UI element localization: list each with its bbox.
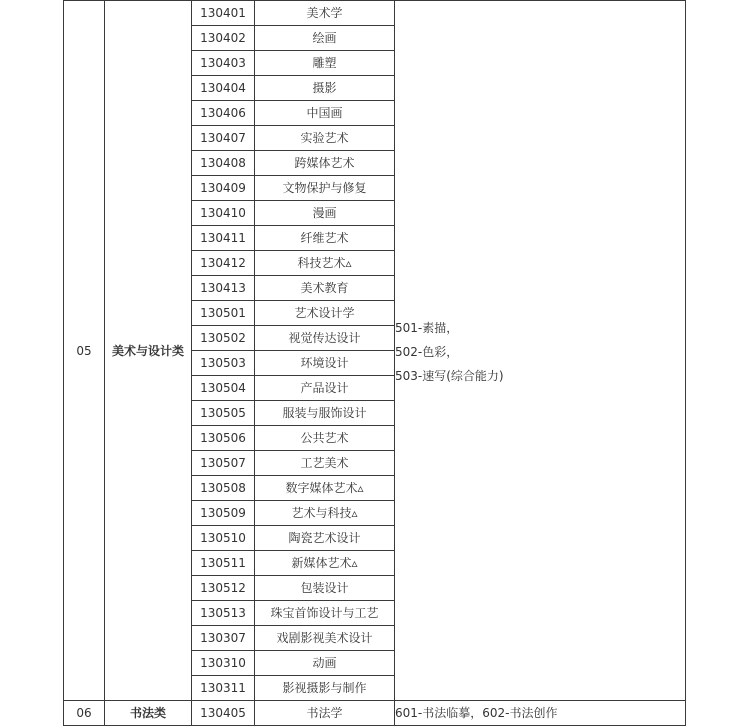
major-code: 130310	[192, 651, 255, 676]
major-code: 130506	[192, 426, 255, 451]
major-code: 130410	[192, 201, 255, 226]
major-name: 美术教育	[255, 276, 395, 301]
major-name: 视觉传达设计	[255, 326, 395, 351]
major-name: 珠宝首饰设计与工艺	[255, 601, 395, 626]
major-name: 陶瓷艺术设计	[255, 526, 395, 551]
major-code: 130404	[192, 76, 255, 101]
major-code: 130504	[192, 376, 255, 401]
major-name: 数字媒体艺术▵	[255, 476, 395, 501]
major-name: 影视摄影与制作	[255, 676, 395, 701]
major-name: 科技艺术▵	[255, 251, 395, 276]
major-name: 实验艺术	[255, 126, 395, 151]
exam-subject-line: 601-书法临摹，602-书法创作	[395, 706, 558, 720]
group-number: 06	[64, 701, 105, 726]
major-code: 130307	[192, 626, 255, 651]
exam-subject-line: 502-色彩，	[395, 344, 459, 359]
major-name: 服装与服饰设计	[255, 401, 395, 426]
table-row	[64, 701, 686, 726]
group-number: 05	[64, 1, 105, 701]
major-code: 130311	[192, 676, 255, 701]
major-code: 130406	[192, 101, 255, 126]
major-code: 130513	[192, 601, 255, 626]
major-name: 中国画	[255, 101, 395, 126]
major-code: 130403	[192, 51, 255, 76]
subject-table-body	[64, 1, 686, 726]
major-name: 新媒体艺术▵	[255, 551, 395, 576]
group-category: 书法类	[105, 701, 192, 726]
exam-subjects	[395, 701, 686, 726]
major-code: 130508	[192, 476, 255, 501]
major-code: 130507	[192, 451, 255, 476]
exam-subject-line: 501-素描，	[395, 320, 459, 335]
major-name: 文物保护与修复	[255, 176, 395, 201]
major-name: 纤维艺术	[255, 226, 395, 251]
major-code: 130512	[192, 576, 255, 601]
major-name: 美术学	[255, 1, 395, 26]
major-code: 130412	[192, 251, 255, 276]
major-name: 雕塑	[255, 51, 395, 76]
exam-subjects	[395, 1, 686, 701]
major-code: 130502	[192, 326, 255, 351]
major-code: 130509	[192, 501, 255, 526]
major-code: 130409	[192, 176, 255, 201]
major-name: 跨媒体艺术	[255, 151, 395, 176]
major-code: 130505	[192, 401, 255, 426]
major-name: 漫画	[255, 201, 395, 226]
major-name: 动画	[255, 651, 395, 676]
major-name: 戏剧影视美术设计	[255, 626, 395, 651]
group-category: 美术与设计类	[105, 1, 192, 701]
major-name: 绘画	[255, 26, 395, 51]
exam-subject-line: 503-速写(综合能力)	[395, 368, 504, 383]
major-code: 130402	[192, 26, 255, 51]
major-name: 艺术设计学	[255, 301, 395, 326]
major-name: 产品设计	[255, 376, 395, 401]
major-code: 130503	[192, 351, 255, 376]
major-name: 书法学	[255, 701, 395, 726]
subject-table	[63, 0, 686, 726]
major-code: 130407	[192, 126, 255, 151]
major-name: 艺术与科技▵	[255, 501, 395, 526]
major-name: 摄影	[255, 76, 395, 101]
major-code: 130405	[192, 701, 255, 726]
major-code: 130501	[192, 301, 255, 326]
major-code: 130411	[192, 226, 255, 251]
major-name: 公共艺术	[255, 426, 395, 451]
major-code: 130408	[192, 151, 255, 176]
major-code: 130413	[192, 276, 255, 301]
table-row	[64, 1, 686, 26]
major-name: 包装设计	[255, 576, 395, 601]
major-code: 130510	[192, 526, 255, 551]
major-name: 环境设计	[255, 351, 395, 376]
major-code: 130511	[192, 551, 255, 576]
major-code: 130401	[192, 1, 255, 26]
major-name: 工艺美术	[255, 451, 395, 476]
